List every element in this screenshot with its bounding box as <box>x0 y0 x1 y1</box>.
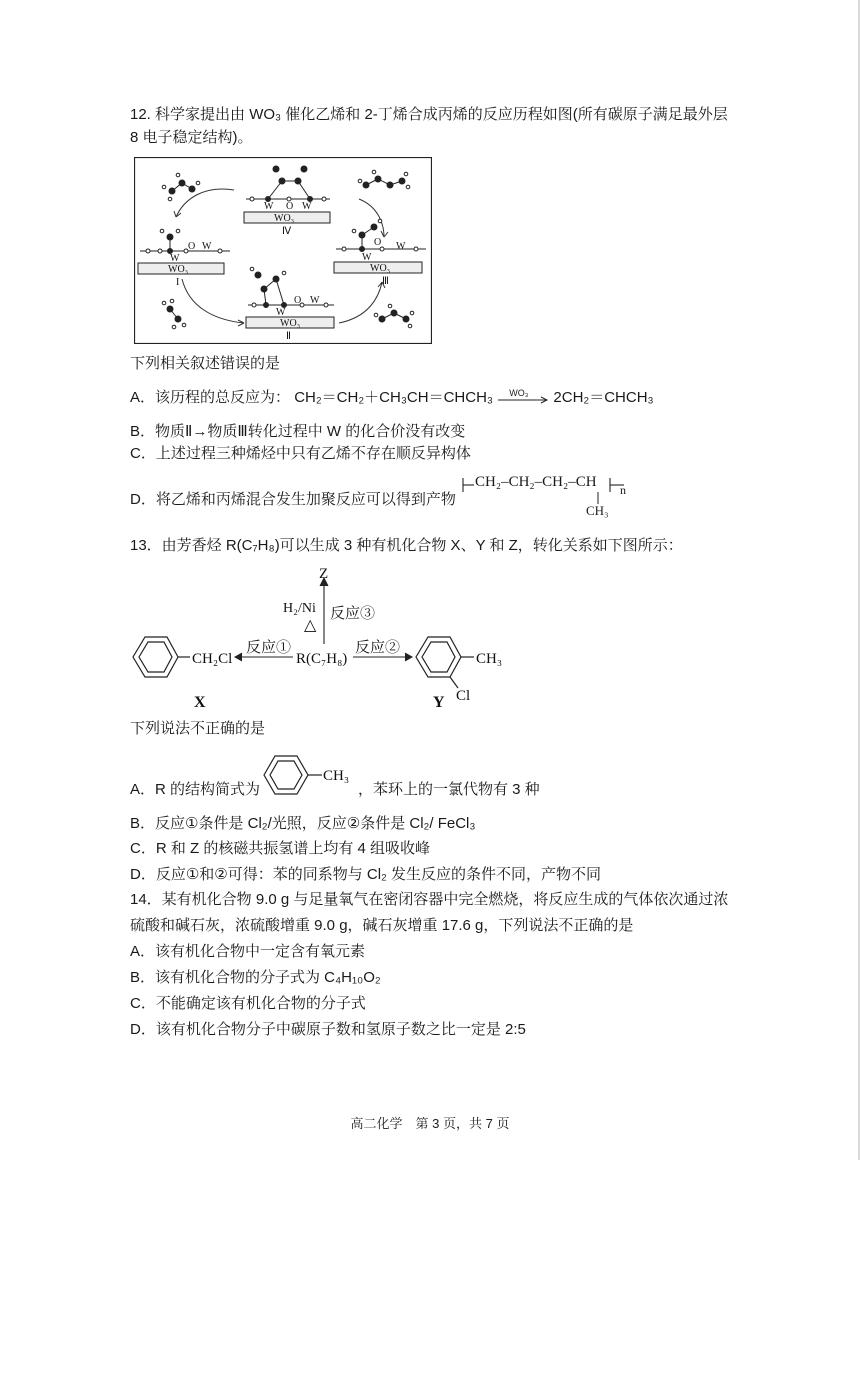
q13-option-a-suffix: ，苯环上的一氯代物有 3 种 <box>358 781 540 798</box>
scheme-x-label: X <box>194 694 206 711</box>
scheme-z: Z <box>319 566 329 582</box>
q14-stem-line2: 硫酸和碱石灰，浓硫酸增重 9.0 g，碱石灰增重 17.6 g，下列说法不正确的是 <box>130 917 634 934</box>
q13-conversion-scheme <box>128 562 528 712</box>
i-w-label: W <box>170 253 180 264</box>
q13-option-a-prefix: A．R 的结构简式为 <box>130 781 261 798</box>
q12-a-arrow <box>497 388 549 405</box>
q12-reaction-cycle-figure <box>134 157 432 344</box>
q12-d-polymer-branch: CH₃ <box>586 503 609 518</box>
q13-option-d: D．反应①和②可得：苯的同系物与 Cl₂ 发生反应的条件不同，产物不同 <box>130 866 602 883</box>
i-roman-label: I <box>176 277 180 288</box>
ii-w-label-2: W <box>310 295 320 306</box>
iv-catalyst-label: WO₃ <box>274 213 295 224</box>
iii-o-label: O <box>374 237 382 248</box>
q12-d-polymer-chain: CH₂–CH₂–CH₂–CH <box>475 474 597 490</box>
q14-option-c: C．不能确定该有机化合物的分子式 <box>130 995 366 1012</box>
scheme-y-label: Y <box>433 694 445 711</box>
ii-o-label: O <box>294 295 302 306</box>
q12-a-eq-left: CH₂＝CH₂＋CH₃CH＝CHCH₃ <box>294 389 494 406</box>
q12-option-a <box>130 387 654 409</box>
iv-o-label: O <box>286 201 294 212</box>
q12-stem-line1: 12. 科学家提出由 WO₃ 催化乙烯和 2-丁烯合成丙烯的反应历程如图(所有碳原子满足最外层 <box>130 106 728 123</box>
q13-option-b: B．反应①条件是 Cl₂/光照，反应②条件是 Cl₂/ FeCl₃ <box>130 815 476 832</box>
scheme-y-group: CH₃ <box>476 651 503 667</box>
scheme-reaction3: 反应③ <box>330 605 376 622</box>
scheme-reaction2: 反应② <box>355 639 401 656</box>
iv-w-label-2: W <box>302 201 312 212</box>
page-footer: 高二化学 第 3 页，共 7 页 <box>350 1116 510 1131</box>
q12-stem-line2: 8 电子稳定结构)。 <box>130 129 253 146</box>
iv-w-label-1: W <box>264 201 274 212</box>
iii-w-label: W <box>362 252 372 263</box>
i-w-label-2: W <box>202 241 212 252</box>
ii-catalyst-label: WO₃ <box>280 318 301 329</box>
iii-w-label-2: W <box>396 241 406 252</box>
iv-roman-label: Ⅳ <box>282 226 292 237</box>
x-benzene-ring <box>133 637 178 677</box>
q12-option-b: B．物质Ⅱ→物质Ⅲ转化过程中 W 的化合价没有改变 <box>130 423 466 440</box>
scheme-conditions: H₂/Ni <box>283 601 316 616</box>
q14-stem-line1: 14．某有机化合物 9.0 g 与足量氧气在密闭容器中完全燃烧，将反应生成的气体依次通过浓 <box>130 891 729 908</box>
q12-option-c: C．上述过程三种烯烃中只有乙烯不存在顺反异构体 <box>130 445 471 462</box>
q14-option-a: A．该有机化合物中一定含有氧元素 <box>130 943 366 960</box>
q12-option-d: D．将乙烯和丙烯混合发生加聚反应可以得到产物 <box>130 491 456 508</box>
scheme-x-group: CH₂Cl <box>192 651 233 667</box>
q12-a-eq-right: 2CH₂＝CHCH₃ <box>553 389 654 406</box>
iii-roman-label: Ⅲ <box>382 276 389 287</box>
iii-catalyst-label: WO₃ <box>370 263 391 274</box>
i-o-label: O <box>188 241 196 252</box>
ii-roman-label: Ⅱ <box>286 331 291 342</box>
q12-d-polymer-structure <box>460 474 640 524</box>
q14-option-d: D．该有机化合物分子中碳原子数和氢原子数之比一定是 2:5 <box>130 1021 526 1038</box>
q14-option-b: B．该有机化合物的分子式为 C₄H₁₀O₂ <box>130 969 381 986</box>
q13-stem: 13．由芳香烃 R(C₇H₈)可以生成 3 种有机化合物 X、Y 和 Z，转化关系如下图所示： <box>130 537 683 554</box>
ii-w-label: W <box>276 307 286 318</box>
q12-prompt: 下列相关叙述错误的是 <box>130 355 281 372</box>
scheme-y-cl: Cl <box>456 688 471 704</box>
scheme-heat: △ <box>304 617 317 634</box>
q13-prompt: 下列说法不正确的是 <box>130 720 266 737</box>
q12-a-prefix: A．该历程的总反应为： <box>130 389 291 406</box>
scheme-reaction1: 反应① <box>246 639 292 656</box>
q12-d-polymer-n: n <box>620 483 626 497</box>
scheme-r: R(C₇H₈) <box>296 651 348 667</box>
q13-a-toluene-structure <box>262 752 362 800</box>
q12-a-catalyst: WO₃ <box>509 388 529 399</box>
i-catalyst-label: WO₃ <box>168 264 189 275</box>
q13-a-group: CH₃ <box>323 768 350 784</box>
y-benzene-ring <box>416 637 461 677</box>
q13-option-c: C．R 和 Z 的核磁共振氢谱上均有 4 组吸收峰 <box>130 840 431 857</box>
